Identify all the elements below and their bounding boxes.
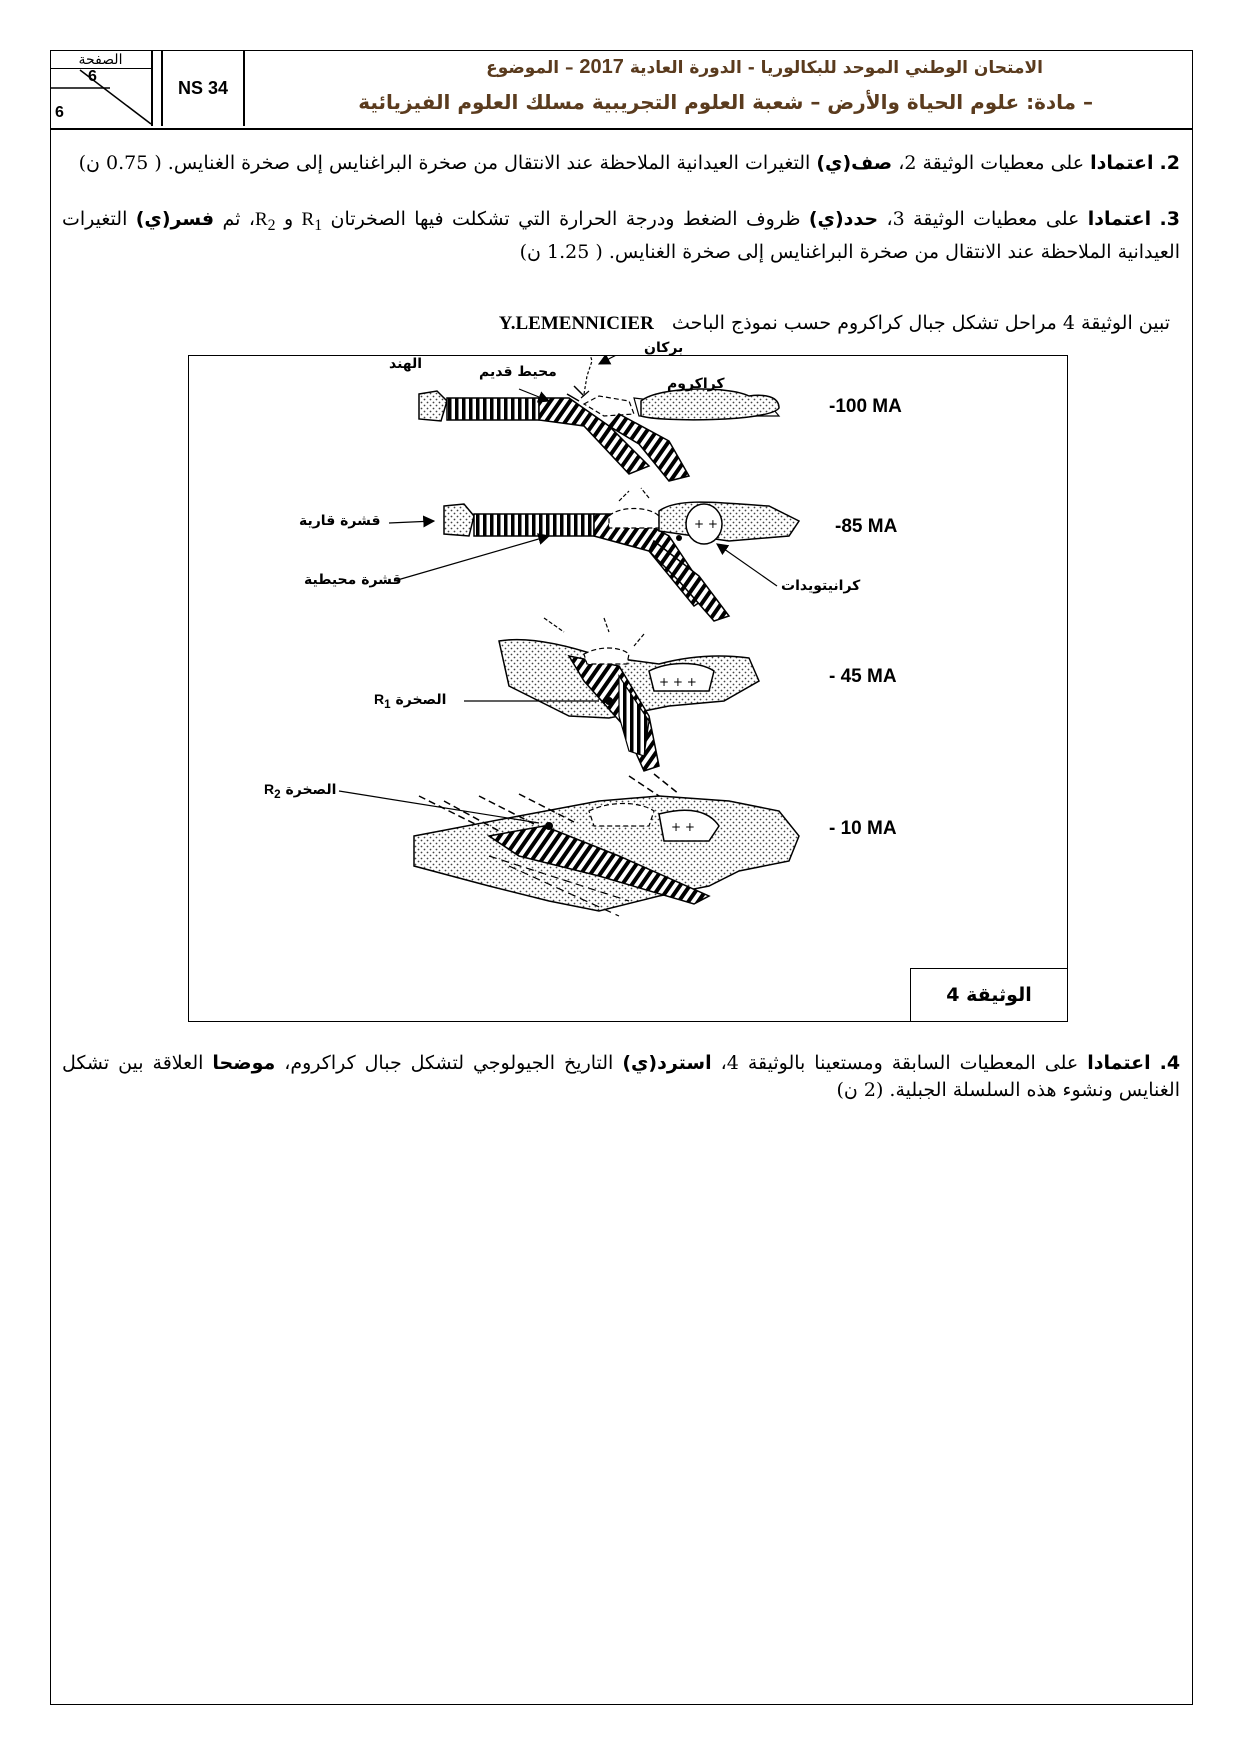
title-prefix: الامتحان الوطني الموحد للبكالوريا - الدورة العادية xyxy=(629,58,1043,78)
stage-85ma-section xyxy=(444,488,799,621)
q3-points: ( 1.25 ن) xyxy=(519,240,603,263)
q2-text-1: على معطيات الوثيقة 2، xyxy=(898,152,1085,174)
q3-text-3: ، ثم xyxy=(222,208,255,230)
karakorum-formation-diagram xyxy=(189,356,1069,1023)
q4-number: 4. xyxy=(1159,1052,1181,1074)
q3-verb: حدد(ي) xyxy=(808,208,879,230)
rock-r2-leader-line xyxy=(339,791,539,823)
q4-verb-2: موضحا xyxy=(212,1052,276,1074)
q4-text-1: على المعطيات السابقة ومستعينا بالوثيقة 4، xyxy=(720,1052,1079,1074)
title-suffix: – الموضوع xyxy=(486,58,574,78)
stage-100ma-section xyxy=(419,356,779,481)
q4-verb: استرد(ي) xyxy=(622,1052,712,1074)
question-3 xyxy=(62,206,1180,266)
continental-crust-leader-line xyxy=(389,521,434,523)
q3-text-4: التغيرات العيدانية الملاحظة عند الانتقال من صخرة البراغنايس إلى صخرة الغنايس. xyxy=(62,208,1180,263)
label-granitoids: كرانيتويدات xyxy=(781,578,861,594)
document-4-intro xyxy=(499,312,1170,335)
label-rock-r1: الصخرة $R_1$ xyxy=(374,691,447,711)
q4-text-2: التاريخ الجيولوجي لتشكل جبال كراكروم، xyxy=(284,1052,614,1074)
q4-points: (2 ن) xyxy=(836,1079,884,1101)
page-current: 6 xyxy=(88,68,97,85)
q3-text-2: ظروف الضغط ودرجة الحرارة التي تشكلت فيها الصخرتان xyxy=(330,208,801,230)
q2-points: ( 0.75 ن) xyxy=(78,152,162,174)
granitoids-leader-line xyxy=(717,544,777,586)
stage-label-100ma: -100 MA xyxy=(829,396,902,417)
intro-text: تبين الوثيقة 4 مراحل تشكل جبال كراكروم حسب نموذج الباحث xyxy=(671,312,1170,334)
stage-10ma-section xyxy=(414,774,799,916)
page-divider-diagonal xyxy=(50,68,151,126)
oceanic-crust-leader-line xyxy=(394,536,549,581)
q3-lead: اعتمادا xyxy=(1087,208,1152,230)
q2-text-2: التغيرات العيدانية الملاحظة عند الانتقال من صخرة البراغنايس إلى صخرة الغنايس. xyxy=(167,152,811,174)
stage-label-45ma: - 45 MA xyxy=(829,666,897,687)
page-label: الصفحة xyxy=(50,50,151,69)
page-number-box xyxy=(50,50,153,126)
q3-and: و xyxy=(283,208,294,230)
label-india: الهند xyxy=(389,356,423,372)
svg-text:+ + +: + + + xyxy=(659,675,697,689)
page-total: 6 xyxy=(55,104,64,121)
title-line-2: – مادة: علوم الحياة والأرض – شعبة العلوم التجريبية مسلك العلوم الفيزيائية xyxy=(358,90,1093,114)
exam-title xyxy=(250,50,1193,126)
stage-label-10ma: - 10 MA xyxy=(829,818,897,839)
label-oceanic-crust: قشرة محيطية xyxy=(304,572,402,588)
q2-lead: اعتمادا xyxy=(1090,152,1154,174)
q2-number: 2. xyxy=(1159,152,1180,174)
title-year: 2017 xyxy=(579,56,624,78)
document-4-label: الوثيقة 4 xyxy=(910,968,1068,1022)
stage-label-85ma: -85 MA xyxy=(835,516,898,537)
svg-text:+ +: + + xyxy=(694,517,718,531)
q2-verb: صف(ي) xyxy=(816,152,893,174)
intro-author: Y.LEMENNICIER xyxy=(498,313,654,334)
q3-text-1: على معطيات الوثيقة 3، xyxy=(886,208,1080,230)
label-rock-r2: الصخرة $R_2$ xyxy=(264,781,337,801)
label-continental-crust: قشرة قارية xyxy=(299,513,381,529)
q3-rock-r1: $R_1$ xyxy=(301,209,323,234)
document-4-figure xyxy=(188,340,1068,1022)
exam-header xyxy=(50,50,1193,130)
label-karakorum: كراكروم xyxy=(667,376,725,392)
question-4 xyxy=(62,1050,1180,1104)
exam-code: NS 34 xyxy=(161,50,245,126)
title-line-1 xyxy=(486,56,1043,79)
label-old-ocean: محيط قديم xyxy=(479,364,557,380)
volcano-leader-line xyxy=(599,356,624,364)
q3-rock-r2: $R_2$ xyxy=(254,209,276,234)
svg-text:+ +: + + xyxy=(671,820,695,834)
stage-45ma-section xyxy=(499,618,759,771)
question-2 xyxy=(62,150,1180,177)
label-volcano: بركان xyxy=(644,340,684,356)
q3-number: 3. xyxy=(1159,208,1180,230)
q3-verb-2: فسر(ي) xyxy=(135,208,215,230)
q4-text-3: العلاقة بين تشكل الغنايس ونشوء هذه السلسلة الجبلية. xyxy=(62,1052,1180,1101)
q4-lead: اعتمادا xyxy=(1087,1052,1151,1074)
